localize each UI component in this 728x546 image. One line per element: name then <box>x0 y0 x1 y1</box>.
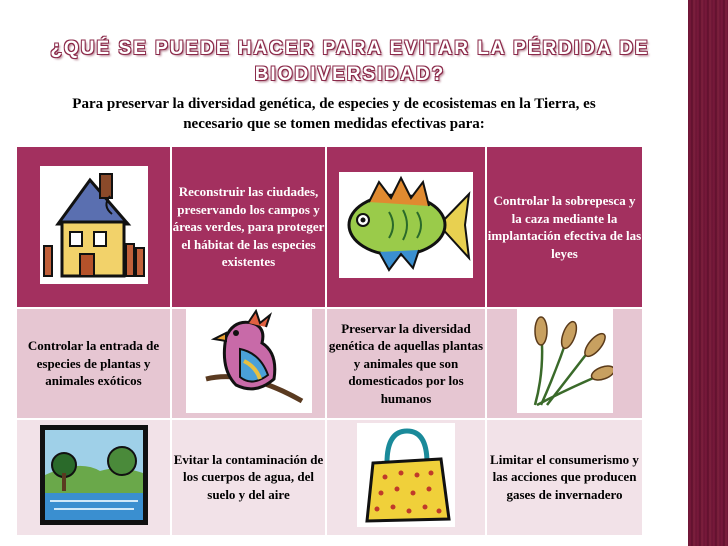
table-cell <box>171 308 326 419</box>
slide-subtitle: Para preservar la diversidad genética, de especies y de ecosistemas en la Tierra, es necesario que se tomen medidas efectivas para: <box>72 96 596 132</box>
measures-table <box>15 145 644 537</box>
table-cell <box>326 146 486 308</box>
table-cell <box>486 308 643 419</box>
table-cell-text: Evitar la contaminación de los cuerpos de agua, del suelo y del aire <box>171 419 326 536</box>
slide-title: ¿QUÉ SE PUEDE HACER PARA EVITAR LA PÉRDIDA DE BIODIVERSIDAD? <box>50 38 650 85</box>
table-cell-text: Controlar la entrada de especies de plantas y animales exóticos <box>16 308 171 419</box>
bag-icon <box>357 423 455 527</box>
table-cell <box>16 146 171 308</box>
bird-icon <box>186 309 312 413</box>
landscape-icon <box>40 425 148 525</box>
wheat-icon <box>517 309 613 413</box>
decorative-side-stripe <box>688 0 728 546</box>
house-icon <box>40 166 148 284</box>
table-cell-text: Reconstruir las ciudades, preservando los campos y áreas verdes, para proteger el hábitat de las especies existentes <box>171 146 326 308</box>
table-cell <box>326 419 486 536</box>
table-cell <box>16 419 171 536</box>
table-row <box>16 308 643 419</box>
fish-icon <box>339 172 473 278</box>
table-row <box>16 146 643 308</box>
table-row <box>16 419 643 536</box>
table-cell-text: Preservar la diversidad genética de aquellas plantas y animales que son domesticados por los humanos <box>326 308 486 419</box>
table-cell-text: Limitar el consumerismo y las acciones que producen gases de invernadero <box>486 419 643 536</box>
table-cell-text: Controlar la sobrepesca y la caza mediante la implantación efectiva de las leyes <box>486 146 643 308</box>
